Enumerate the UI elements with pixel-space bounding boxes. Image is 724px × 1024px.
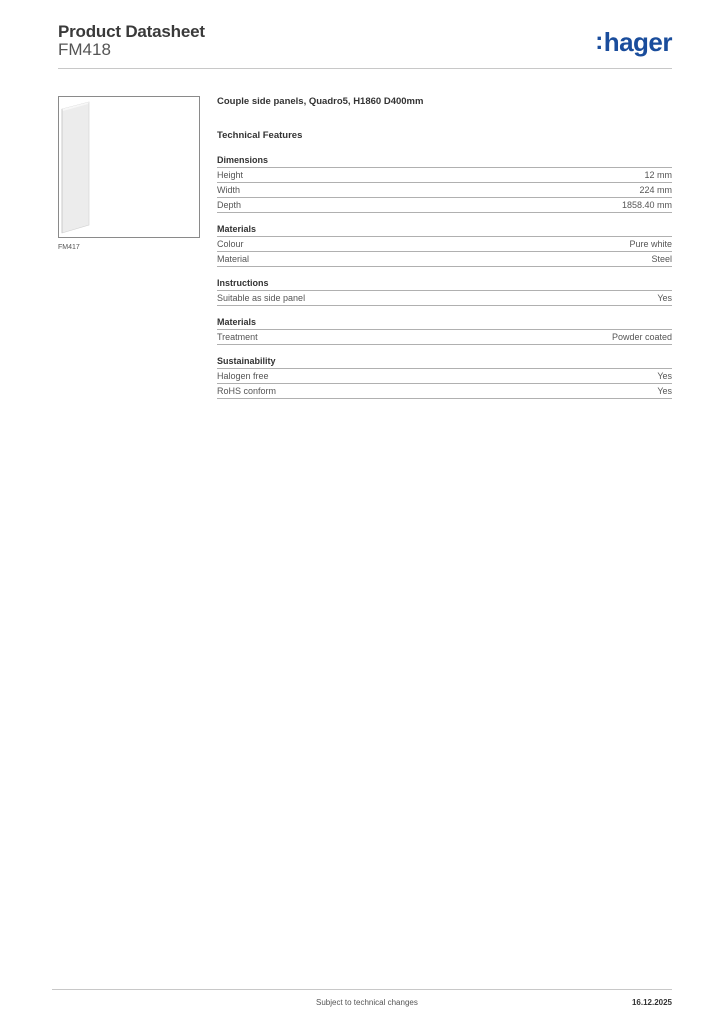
spec-row-halogen-free — [217, 369, 672, 384]
technical-features-heading: Technical Features — [217, 130, 303, 141]
spec-label: Height — [217, 170, 244, 180]
footer-note: Subject to technical changes — [316, 998, 418, 1007]
spec-value: 224 mm — [639, 185, 672, 195]
brand-logo — [595, 28, 672, 56]
spec-label: Width — [217, 185, 241, 195]
product-image-frame — [58, 96, 200, 238]
spec-label: RoHS conform — [217, 386, 277, 396]
spec-label: Treatment — [217, 332, 258, 342]
spec-value: 12 mm — [644, 170, 672, 180]
side-panel-image — [59, 97, 199, 237]
section-materials — [217, 223, 672, 267]
page-header — [58, 20, 672, 70]
spec-row-side-panel — [217, 291, 672, 306]
footer-date: 16.12.2025 — [631, 998, 672, 1007]
product-code: FM418 — [58, 40, 111, 59]
spec-row-width — [217, 183, 672, 198]
spec-row-depth — [217, 198, 672, 213]
footer-divider — [52, 989, 672, 990]
spec-label: Depth — [217, 200, 242, 210]
spec-label: Suitable as side panel — [217, 293, 306, 303]
spec-row-colour — [217, 237, 672, 252]
section-materials-treatment — [217, 316, 672, 345]
section-instructions — [217, 277, 672, 306]
spec-row-material — [217, 252, 672, 267]
section-dimensions — [217, 154, 672, 213]
spec-value: Pure white — [629, 239, 672, 249]
header-divider — [58, 68, 672, 69]
spec-label: Colour — [217, 239, 244, 249]
spec-row-rohs — [217, 384, 672, 399]
page-title: Product Datasheet — [58, 22, 205, 41]
section-title: Materials — [217, 223, 672, 237]
spec-label: Halogen free — [217, 371, 269, 381]
logo-colon-icon: : — [595, 28, 603, 55]
product-description: Couple side panels, Quadro5, H1860 D400mm — [217, 96, 424, 107]
section-title: Sustainability — [217, 355, 672, 369]
spec-label: Material — [217, 254, 250, 264]
section-title: Instructions — [217, 277, 672, 291]
spec-value: Yes — [657, 293, 672, 303]
logo-text: hager — [603, 27, 672, 57]
spec-value: Powder coated — [611, 332, 672, 342]
image-caption: FM417 — [58, 244, 80, 251]
spec-value: Yes — [657, 371, 672, 381]
section-title: Dimensions — [217, 154, 672, 168]
spec-value: Steel — [651, 254, 672, 264]
spec-value: Yes — [657, 386, 672, 396]
spec-row-height — [217, 168, 672, 183]
spec-value: 1858.40 mm — [621, 200, 672, 210]
section-title: Materials — [217, 316, 672, 330]
section-sustainability — [217, 355, 672, 399]
spec-row-treatment — [217, 330, 672, 345]
datasheet-content — [217, 95, 672, 409]
